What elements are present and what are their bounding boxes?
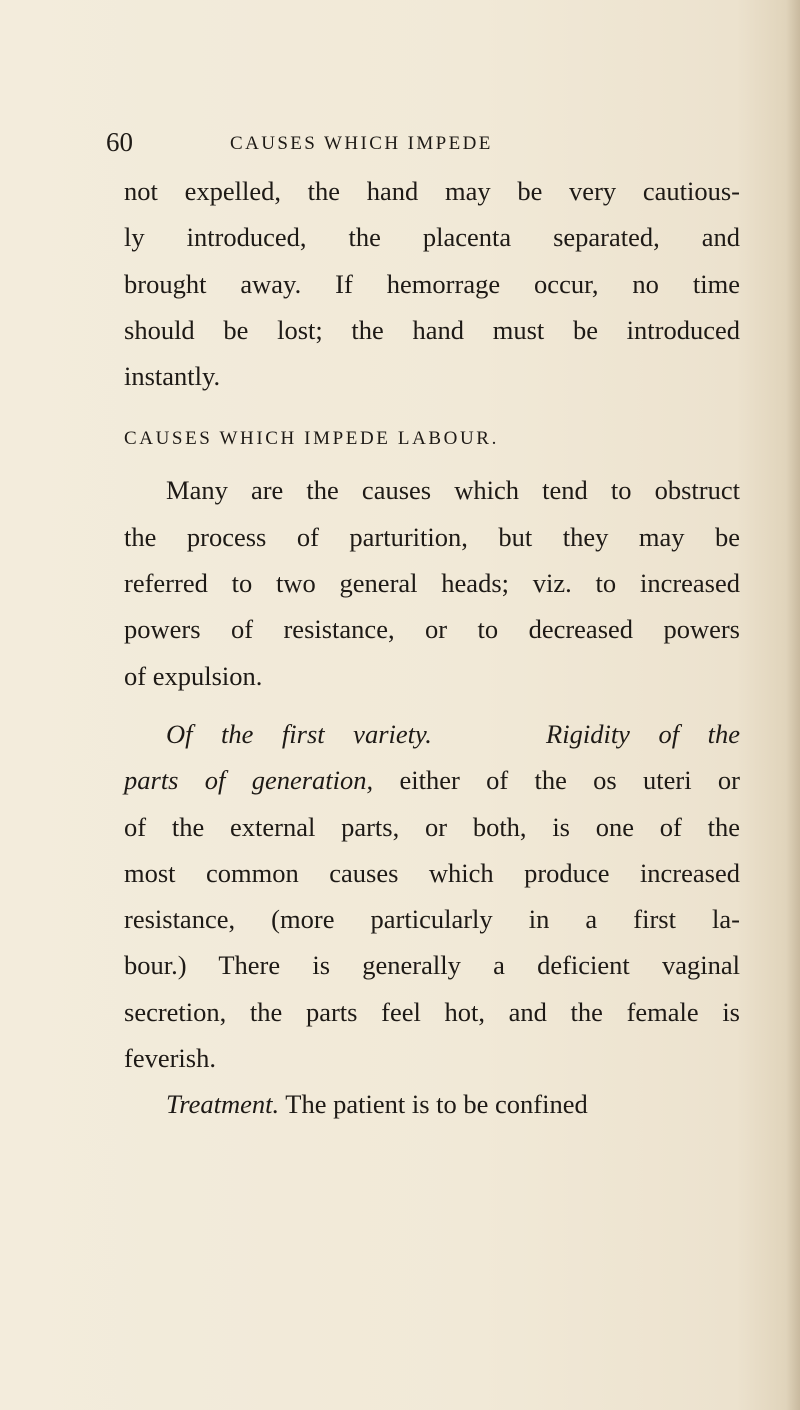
paragraph-4-rest: The patient is to be confined — [279, 1089, 588, 1120]
spacer — [124, 699, 740, 711]
variety-heading: Of the first variety. — [166, 718, 432, 749]
paragraph-1-line-4: should be lost; the hand must be introduced — [124, 314, 740, 345]
paragraph-3-line-6: bour.) There is generally a deficient vaginal — [124, 950, 740, 981]
treatment-heading: Treatment. — [166, 1089, 280, 1120]
rigidity-phrase: Rigidity of the — [546, 718, 740, 749]
generation-phrase: parts of generation, — [124, 765, 374, 796]
paragraph-1-line-2: ly introduced, the placenta separated, and — [124, 222, 740, 253]
paragraph-3-line-1 — [124, 711, 740, 757]
paragraph-2-line-1: Many are the causes which tend to obstruct — [166, 475, 740, 506]
running-head — [106, 124, 706, 164]
spacer — [124, 399, 740, 411]
paragraph-3-line-4: most common causes which produce increased — [124, 857, 740, 888]
paragraph-2-line-5: of expulsion. — [124, 660, 263, 691]
paragraph-3-line-8: feverish. — [124, 1043, 216, 1074]
paragraph-3-line-3: of the external parts, or both, is one of the — [124, 811, 740, 842]
paragraph-1-line-1: not expelled, the hand may be very cautious- — [124, 176, 740, 206]
page-edge-shadow — [786, 0, 800, 1410]
paragraph-3-line-5: resistance, (more particularly in a first la- — [124, 904, 740, 935]
paragraph-2-line-2: the process of parturition, but they may be — [124, 521, 740, 552]
paragraph-2-line-4: powers of resistance, or to decreased powers — [124, 614, 740, 645]
paragraph-3-line-7: secretion, the parts feel hot, and the female is — [124, 996, 740, 1027]
paragraph-1-line-5: instantly. — [124, 361, 221, 392]
paragraph-4-line-1 — [124, 1081, 740, 1127]
section-heading: CAUSES WHICH IMPEDE LABOUR. — [124, 428, 499, 450]
paragraph-2-line-3: referred to two general heads; viz. to increased — [124, 568, 740, 599]
paragraph-3-line-2-rest: either of the os uteri or — [373, 765, 740, 796]
paragraph-1-line-3: brought away. If hemorrage occur, no time — [124, 268, 740, 299]
paragraph-3-line-2 — [124, 757, 740, 803]
body-text — [124, 168, 740, 1128]
running-head-title: CAUSES WHICH IMPEDE — [230, 133, 493, 154]
page-number: 60 — [106, 127, 133, 157]
